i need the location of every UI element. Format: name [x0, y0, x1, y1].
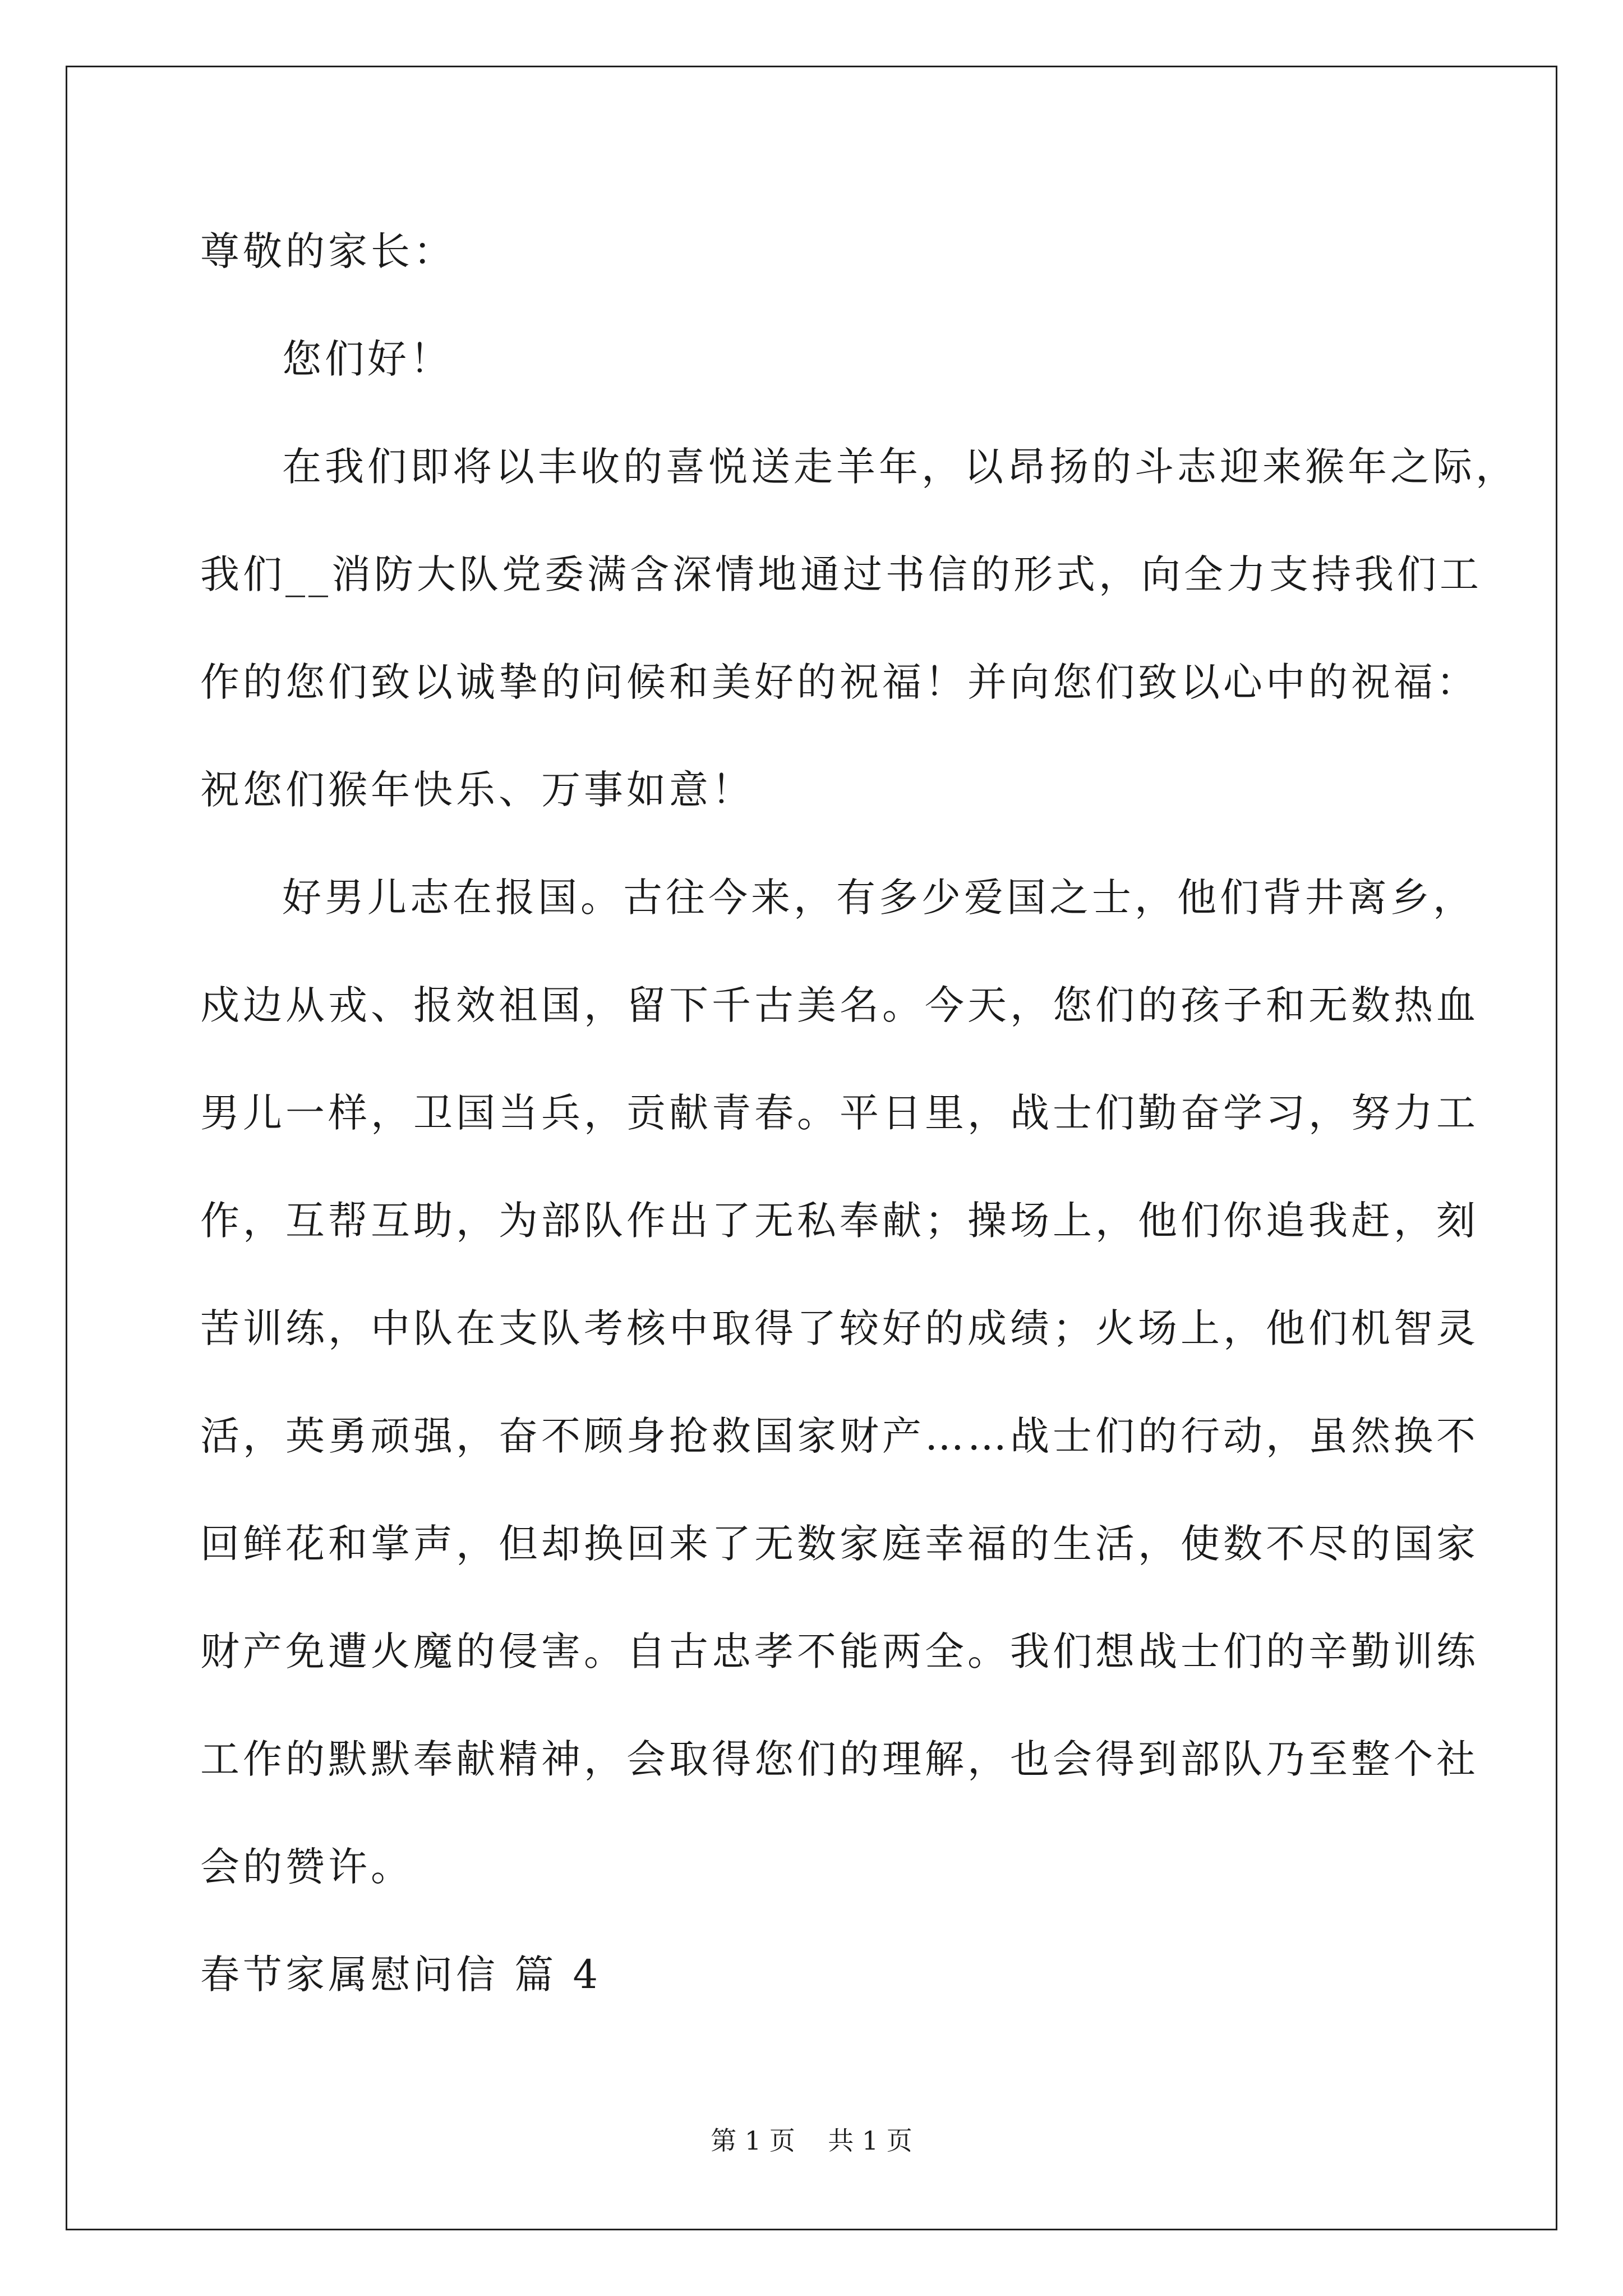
paragraph2-line: 财产免遭火魔的侵害。自古忠孝不能两全。我们想战士们的辛勤训练 [200, 1628, 1479, 1674]
salutation: 尊敬的家长： [200, 228, 456, 274]
paragraph1-line: 我们__消防大队党委满含深情地通过书信的形式，向全力支持我们工 [200, 551, 1482, 597]
paragraph2-line: 会的赞许。 [200, 1844, 413, 1890]
paragraph2-line: 作，互帮互助，为部队作出了无私奉献；操场上，他们你追我赶，刻 [200, 1198, 1479, 1244]
paragraph1-line: 祝您们猴年快乐、万事如意！ [200, 767, 754, 813]
paragraph2-line: 回鲜花和掌声，但却换回来了无数家庭幸福的生活，使数不尽的国家 [200, 1521, 1479, 1567]
section-heading: 春节家属慰问信 篇 4 [200, 1952, 602, 1998]
paragraph2-line: 工作的默默奉献精神，会取得您们的理解，也会得到部队乃至整个社 [200, 1736, 1479, 1782]
paragraph1-line: 在我们即将以丰收的喜悦送走羊年，以昂扬的斗志迎来猴年之际， [282, 444, 1518, 490]
paragraph2-line: 好男儿志在报国。古往今来，有多少爱国之士，他们背井离乡， [282, 875, 1476, 921]
greeting: 您们好！ [282, 336, 453, 382]
paragraph2-line: 苦训练，中队在支队考核中取得了较好的成绩；火场上，他们机智灵 [200, 1305, 1479, 1351]
paragraph2-line: 活，英勇顽强，奋不顾身抢救国家财产……战士们的行动，虽然换不 [200, 1413, 1479, 1459]
page-number-footer: 第 1 页 共 1 页 [711, 2125, 912, 2156]
paragraph2-line: 男儿一样，卫国当兵，贡献青春。平日里，战士们勤奋学习，努力工 [200, 1090, 1479, 1136]
paragraph2-line: 戍边从戎、报效祖国，留下千古美名。今天，您们的孩子和无数热血 [200, 982, 1479, 1028]
page-border [66, 66, 1557, 2230]
paragraph1-line: 作的您们致以诚挚的问候和美好的祝福！并向您们致以心中的祝福： [200, 659, 1479, 705]
